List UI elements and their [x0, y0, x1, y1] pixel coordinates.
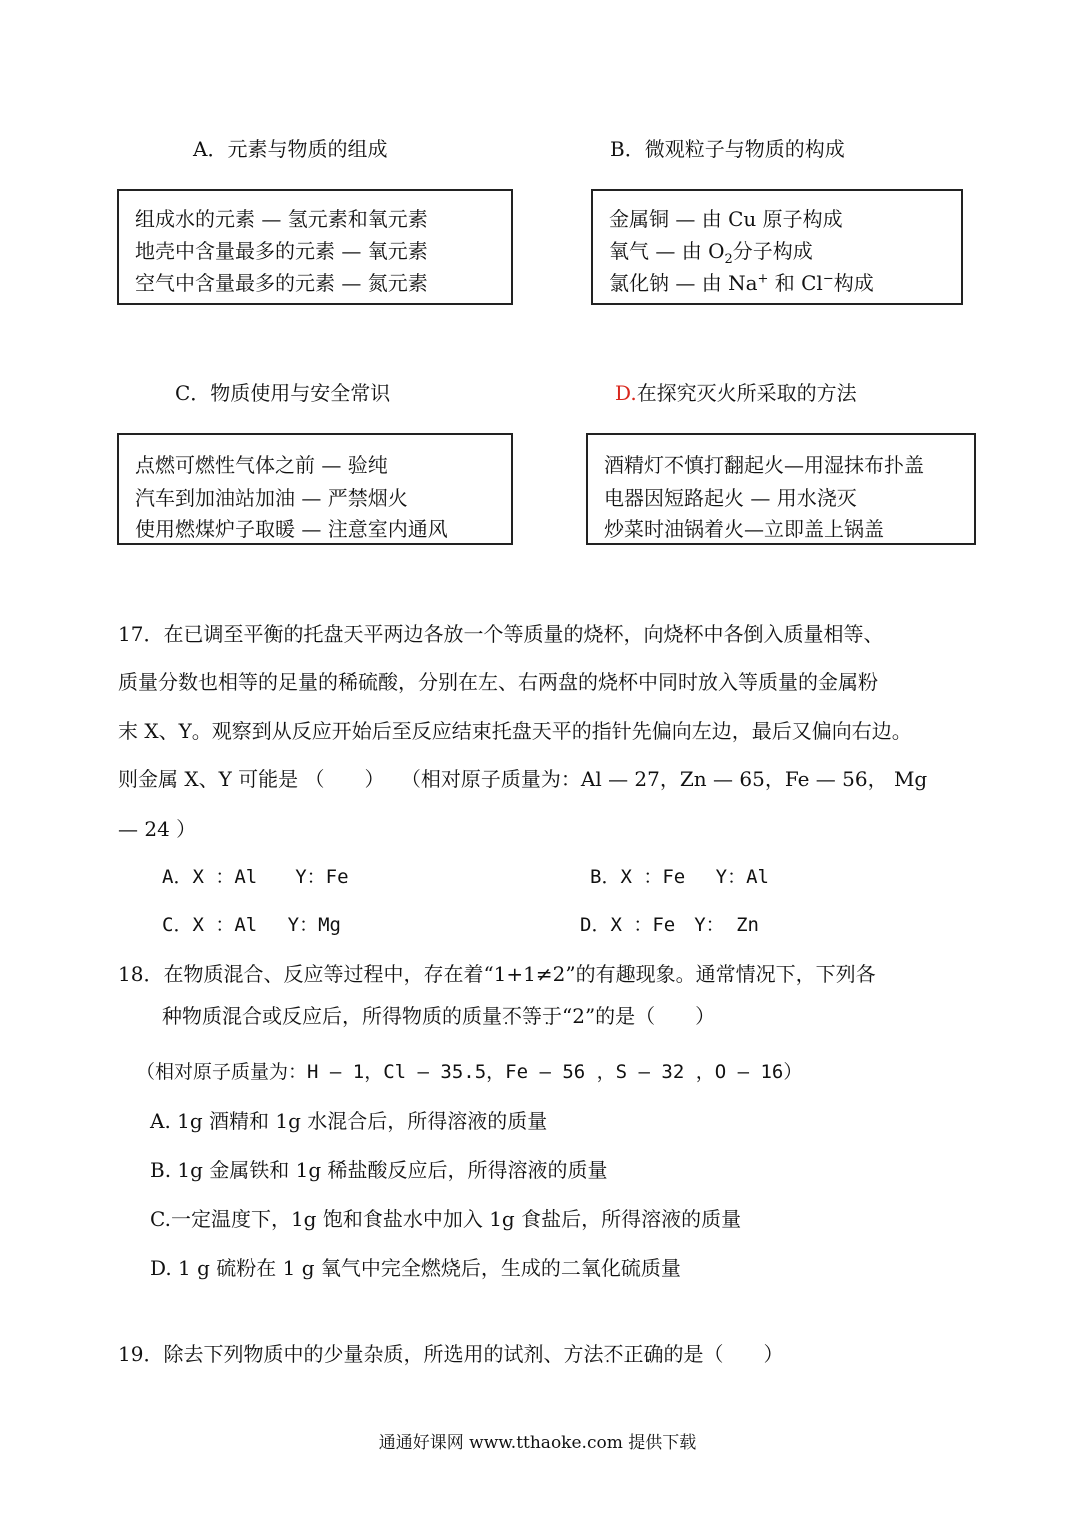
- q18-line: [162, 1000, 715, 1029]
- q18-line2-post: “2”的是（ ）: [562, 1004, 716, 1028]
- panel-b-box: [591, 189, 963, 305]
- panel-c-line: 使用燃煤炉子取暖 — 注意室内通风: [135, 517, 448, 541]
- panel-b-line: [609, 267, 874, 296]
- q17-option-d: D．X ：Fe Y： Zn: [580, 914, 759, 936]
- q19-post: 的是（ ）: [663, 1342, 784, 1366]
- q18-option-d: D. 1 g 硫粉在 1 g 氧气中完全燃烧后，生成的二氧化硫质量: [150, 1256, 681, 1280]
- q19-pre: 19．除去下列物质中的少量杂质，所选用的试剂、方法: [118, 1342, 604, 1366]
- panel-c-line: 点燃可燃性气体之前 — 验纯: [135, 453, 388, 477]
- panel-d-title: [615, 377, 857, 406]
- panel-d-line: 酒精灯不慎打翻起火—用湿抹布扑盖: [604, 453, 924, 477]
- panel-d-line: 电器因短路起火 — 用水浇灭: [604, 486, 857, 510]
- panel-b-title: B．微观粒子与物质的构成: [610, 137, 845, 161]
- q18-option-a: A. 1g 酒精和 1g 水混合后，所得溶液的质量: [150, 1109, 548, 1133]
- q17-option-b: B．X ：Fe Y：Al: [590, 866, 769, 888]
- panel-a-line: 组成水的元素 — 氢元素和氧元素: [135, 207, 428, 231]
- panel-d-title-text: 在探究灭火所采取的方法: [636, 381, 857, 405]
- q18-line: 18．在物质混合、反应等过程中，存在着“1+1≠2”的有趣现象。通常情况下，下列各: [118, 962, 876, 986]
- panel-b-line2-post: 分子构成: [732, 239, 813, 263]
- q18-line2-pre: 种物质混合或反应后，所得物质的质量: [162, 1004, 502, 1028]
- q18-option-c: C.一定温度下，1g 饱和食盐水中加入 1g 食盐后，所得溶液的质量: [150, 1207, 742, 1231]
- q17-option-c: C．X ：Al Y：Mg: [162, 914, 341, 936]
- panel-c-line: 汽车到加油站加油 — 严禁烟火: [135, 486, 408, 510]
- panel-c-title: C．物质使用与安全常识: [175, 381, 391, 405]
- q17-line: — 24 ）: [118, 817, 197, 841]
- panel-c-box: [117, 433, 513, 545]
- panel-b-line3-post: 构成: [833, 271, 874, 295]
- panel-b-line3-mid: 和 Cl: [768, 271, 823, 295]
- panel-a-line: 空气中含量最多的元素 — 氮元素: [135, 271, 428, 295]
- q17-line: 质量分数也相等的足量的稀硫酸，分别在左、右两盘的烧杯中同时放入等质量的金属粉: [118, 670, 878, 694]
- q17-option-a: A．X ：Al Y：Fe: [162, 866, 349, 888]
- panel-d-box: [586, 433, 976, 545]
- emphasis-not-equal: 不等于 • • •: [502, 1000, 562, 1029]
- panel-a-box: [117, 189, 513, 305]
- panel-b-line3-pre: 氯化钠 — 由 Na: [609, 271, 758, 295]
- panel-b-line2-pre: 氧气 — 由 O: [609, 239, 725, 263]
- panel-a-line: 地壳中含量最多的元素 — 氧元素: [135, 239, 428, 263]
- q17-line: 则金属 X、Y 可能是 （ ） （相对原子质量为：Al — 27，Zn — 65，Fe — 56， Mg: [118, 767, 928, 791]
- q17-line: 17．在已调至平衡的托盘天平两边各放一个等质量的烧杯，向烧杯中各倒入质量相等、: [118, 622, 884, 646]
- panel-a-title: A．元素与物质的组成: [193, 137, 388, 161]
- subscript: 2: [724, 252, 733, 267]
- q17-line: 末 X、Y。观察到从反应开始后至反应结束托盘天平的指针先偏向左边，最后又偏向右边。: [118, 719, 912, 743]
- panel-b-line: [609, 235, 813, 267]
- panel-d-line: 炒菜时油锅着火—立即盖上锅盖: [604, 517, 884, 541]
- superscript: −: [822, 271, 834, 287]
- superscript: +: [757, 271, 769, 287]
- panel-b-line: 金属铜 — 由 Cu 原子构成: [609, 207, 843, 231]
- q18-option-b: B. 1g 金属铁和 1g 稀盐酸反应后，所得溶液的质量: [150, 1158, 608, 1182]
- panel-d-letter: D.: [615, 381, 637, 405]
- q18-note: （相对原子质量为：H — 1，Cl — 35.5，Fe — 56 ，S — 32 ，O — 16）: [136, 1061, 803, 1083]
- q19-line: [118, 1338, 783, 1367]
- emphasis-incorrect: 不正确 • • •: [603, 1338, 663, 1367]
- footer-text: 通通好课网 www.tthaoke.com 提供下载: [378, 1433, 697, 1453]
